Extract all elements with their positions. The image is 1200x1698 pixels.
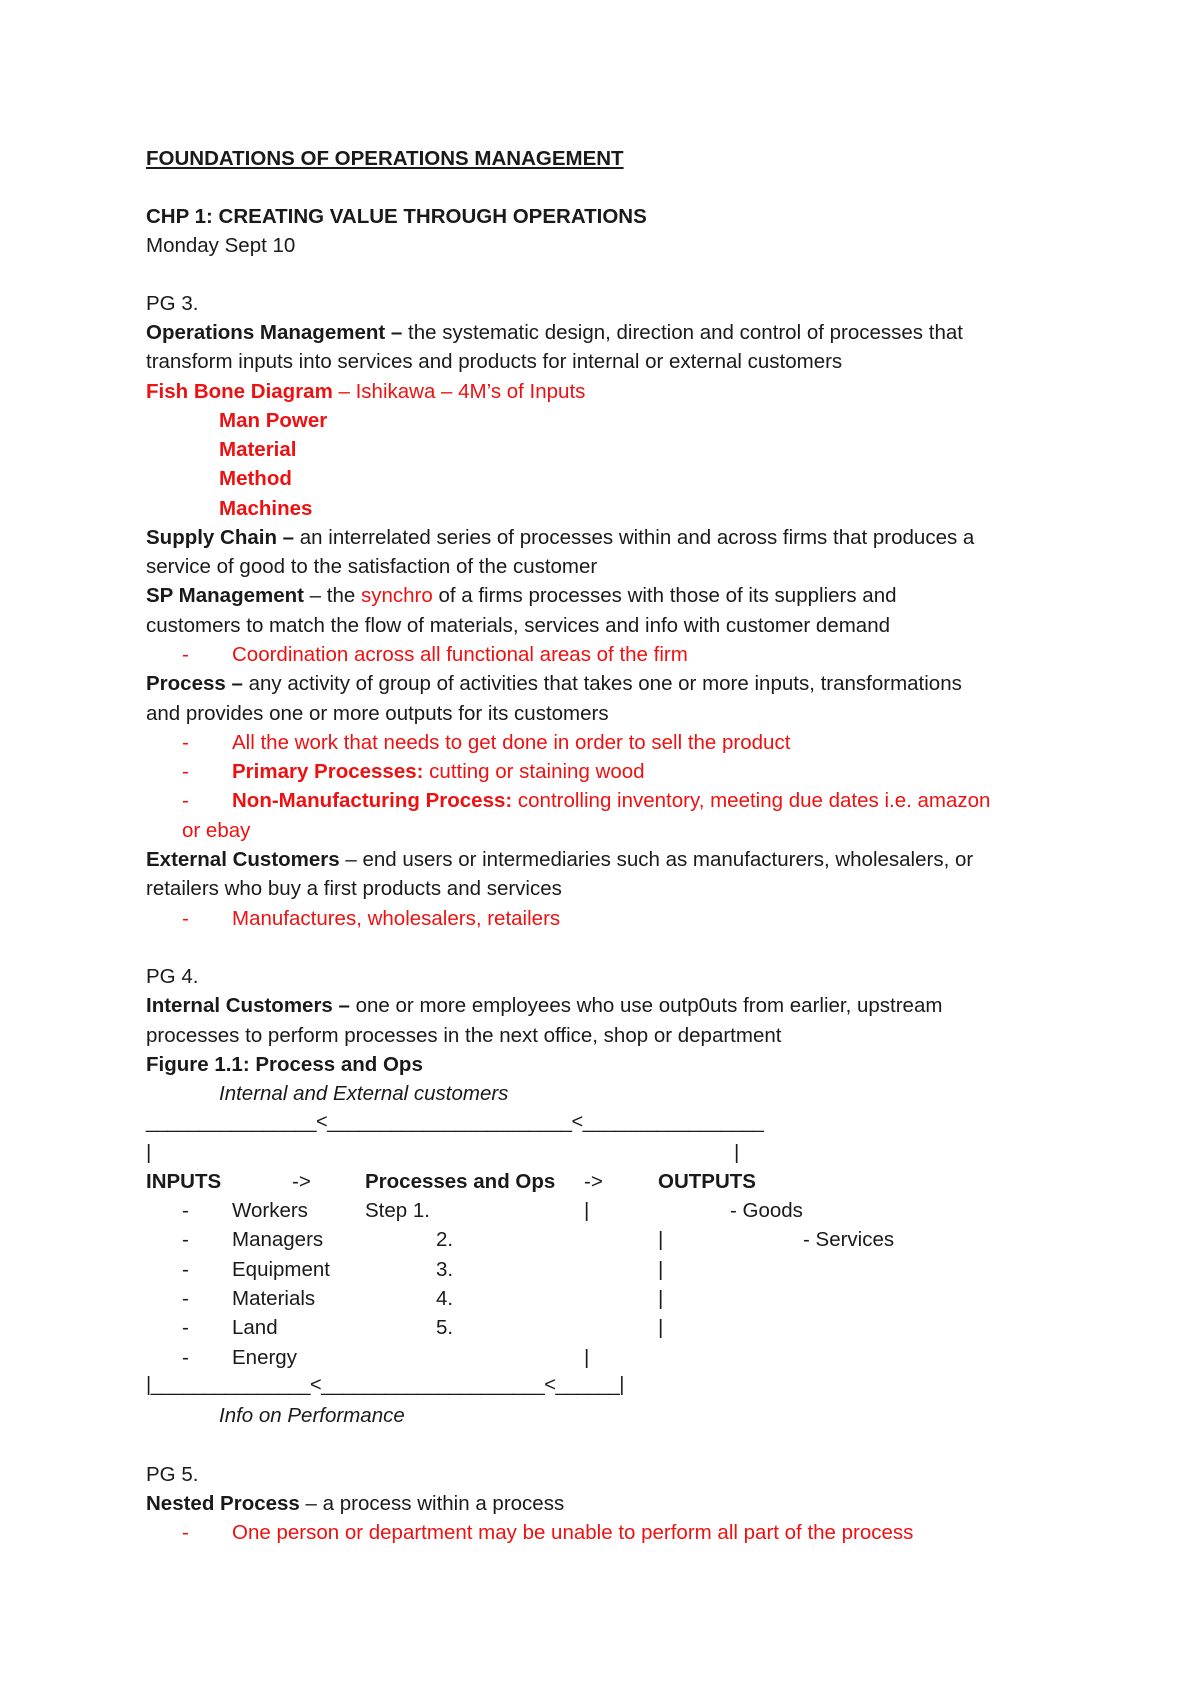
highlight: synchro	[360, 584, 433, 607]
definition: – end users or intermediaries such as manufacturers, wholesalers, or	[339, 848, 974, 871]
bullet-text: All the work that needs to get done in order to sell the product	[232, 731, 791, 754]
definition: one or more employees who use outp0uts from earlier, upstream	[349, 994, 943, 1017]
definition: – Ishikawa – 4M’s of Inputs	[332, 380, 586, 403]
bullet-dash: -	[182, 643, 189, 666]
figure-pipe: |	[658, 1258, 664, 1281]
step-item: 2.	[436, 1228, 454, 1251]
arrow: ->	[292, 1170, 311, 1193]
figure-pipe: |	[584, 1346, 590, 1369]
nested-process-definition	[146, 1492, 564, 1516]
input-item: Land	[232, 1316, 278, 1339]
bullet-dash: -	[182, 731, 189, 754]
bullet-dash: -	[182, 1287, 189, 1310]
process-definition-cont: and provides one or more outputs for its customers	[146, 702, 609, 725]
fishbone-definition	[146, 380, 585, 404]
term: Non-Manufacturing Process:	[232, 789, 513, 812]
page-label-4: PG 4.	[146, 965, 199, 988]
input-item: Workers	[232, 1199, 308, 1222]
step-item: 5.	[436, 1316, 454, 1339]
step-item: Step 1.	[365, 1199, 430, 1222]
bullet-dash: -	[182, 1521, 189, 1544]
bullet-dash: -	[182, 1346, 189, 1369]
term: Fish Bone Diagram	[146, 380, 333, 403]
definition: controlling inventory, meeting due dates i.e. amazon	[512, 789, 991, 812]
figure-pipe: |	[658, 1287, 664, 1310]
arrow: ->	[584, 1170, 603, 1193]
term: External Customers	[146, 848, 340, 871]
figure-bottom-line: |_______________<_____________________<______|	[146, 1374, 624, 1396]
bullet-dash: -	[182, 907, 189, 930]
definition: – a process within a process	[299, 1492, 565, 1515]
step-item: 3.	[436, 1258, 454, 1281]
figure-caption-top: Internal and External customers	[219, 1082, 509, 1105]
internal-customers-definition-cont: processes to perform processes in the next office, shop or department	[146, 1024, 782, 1047]
sp-management-definition	[146, 584, 897, 608]
term: Process –	[146, 672, 243, 695]
input-item: Managers	[232, 1228, 324, 1251]
figure-pipe: |	[146, 1141, 152, 1164]
ops-mgmt-definition	[146, 321, 963, 345]
output-item: - Services	[803, 1228, 895, 1251]
outputs-label: OUTPUTS	[658, 1170, 756, 1193]
bullet-dash: -	[182, 760, 189, 783]
fishbone-item: Method	[219, 467, 292, 490]
figure-pipe: |	[734, 1141, 740, 1164]
definition: – the	[303, 584, 361, 607]
term: Operations Management –	[146, 321, 403, 344]
output-item: - Goods	[730, 1199, 803, 1222]
inputs-label: INPUTS	[146, 1170, 222, 1193]
bullet-dash: -	[182, 789, 189, 812]
term: SP Management	[146, 584, 304, 607]
external-customers-definition-cont: retailers who buy a first products and services	[146, 877, 562, 900]
definition: cutting or staining wood	[423, 760, 645, 783]
input-item: Materials	[232, 1287, 316, 1310]
bullet-text-cont: or ebay	[182, 819, 251, 842]
fishbone-item: Material	[219, 438, 297, 461]
sp-management-definition-cont: customers to match the flow of materials, services and info with customer demand	[146, 614, 891, 637]
figure-pipe: |	[658, 1316, 664, 1339]
fishbone-item: Machines	[219, 497, 313, 520]
bullet-dash: -	[182, 1316, 189, 1339]
chapter-heading: CHP 1: CREATING VALUE THROUGH OPERATIONS	[146, 205, 647, 228]
input-item: Equipment	[232, 1258, 331, 1281]
definition: any activity of group of activities that takes one or more inputs, transformations	[242, 672, 962, 695]
bullet-text	[232, 789, 990, 813]
bullet-dash: -	[182, 1228, 189, 1251]
figure-top-line: ________________<_______________________<_________________	[146, 1111, 764, 1133]
term: Supply Chain –	[146, 526, 295, 549]
term: Internal Customers –	[146, 994, 350, 1017]
step-item: 4.	[436, 1287, 454, 1310]
document-title: FOUNDATIONS OF OPERATIONS MANAGEMENT	[146, 147, 624, 170]
bullet-text: Manufactures, wholesalers, retailers	[232, 907, 561, 930]
bullet-text: Coordination across all functional areas of the firm	[232, 643, 688, 666]
fishbone-item: Man Power	[219, 409, 328, 432]
bullet-dash: -	[182, 1258, 189, 1281]
bullet-dash: -	[182, 1199, 189, 1222]
date-line: Monday Sept 10	[146, 234, 296, 257]
figure-caption-bottom: Info on Performance	[219, 1404, 405, 1427]
external-customers-definition	[146, 848, 973, 872]
definition: an interrelated series of processes within and across firms that produces a	[294, 526, 975, 549]
definition: of a firms processes with those of its suppliers and	[432, 584, 897, 607]
ops-mgmt-definition-cont: transform inputs into services and products for internal or external customers	[146, 350, 843, 373]
page-label-5: PG 5.	[146, 1463, 199, 1486]
page-label-3: PG 3.	[146, 292, 199, 315]
input-item: Energy	[232, 1346, 297, 1369]
bullet-text	[232, 760, 645, 784]
supply-chain-definition-cont: service of good to the satisfaction of the customer	[146, 555, 598, 578]
supply-chain-definition	[146, 526, 974, 550]
process-definition	[146, 672, 962, 696]
term: Nested Process	[146, 1492, 300, 1515]
bullet-text: One person or department may be unable to perform all part of the process	[232, 1521, 914, 1544]
figure-title: Figure 1.1: Process and Ops	[146, 1053, 423, 1076]
definition: the systematic design, direction and control of processes that	[402, 321, 963, 344]
term: Primary Processes:	[232, 760, 424, 783]
figure-pipe: |	[584, 1199, 590, 1222]
figure-pipe: |	[658, 1228, 664, 1251]
internal-customers-definition	[146, 994, 942, 1018]
processes-label: Processes and Ops	[365, 1170, 556, 1193]
